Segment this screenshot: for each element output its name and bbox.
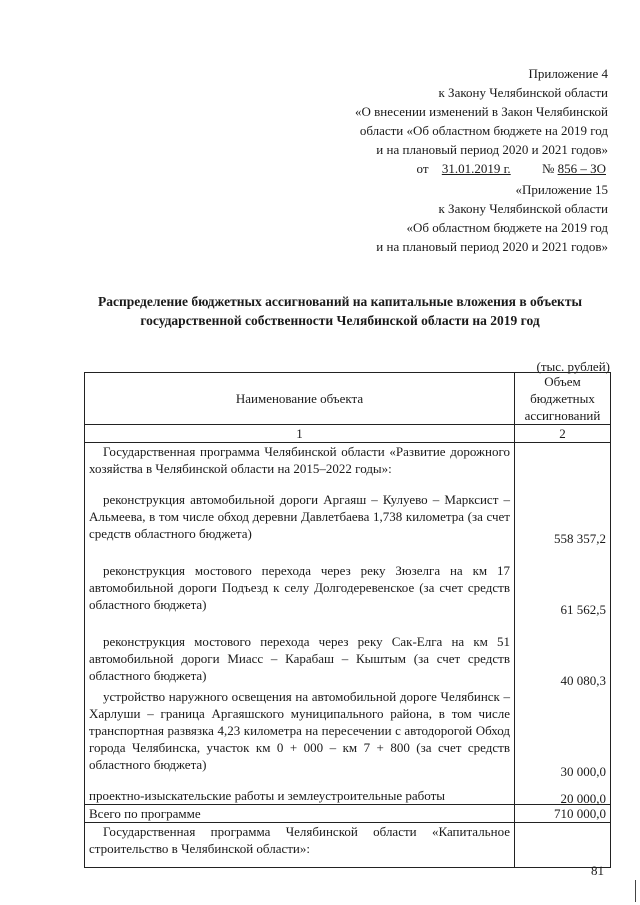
appendix-law-name-3: и на плановый период 2020 и 2021 годов» — [376, 142, 608, 157]
col2-header-line-3: ассигнований — [524, 408, 601, 423]
appendix-law-name-2: области «Об областном бюджете на 2019 год — [359, 123, 608, 138]
appendix-header — [355, 64, 608, 178]
item-1-value: 558 357,2 — [554, 531, 606, 546]
appendix-title: Приложение 4 — [528, 66, 608, 81]
values-cell — [515, 443, 611, 805]
column-number-row — [85, 425, 611, 443]
appendix-law-name-1: «О внесении изменений в Закон Челябинской — [354, 104, 608, 119]
appendix2-header — [376, 180, 608, 256]
law-date: 31.01.2019 г. — [441, 161, 511, 176]
appendix-date-line — [355, 159, 608, 178]
col2-number: 2 — [515, 425, 611, 443]
table-row — [85, 443, 611, 805]
document-title — [60, 292, 620, 330]
units-label: (тыс. рублей) — [536, 359, 610, 374]
appendix2-law-ref: к Закону Челябинской области — [438, 201, 608, 216]
item-5-value: 20 000,0 — [560, 791, 606, 806]
appendix2-law-name-2: и на плановый период 2020 и 2021 годов» — [376, 239, 608, 254]
page-number: 81 — [591, 863, 604, 878]
item-4-value: 30 000,0 — [560, 764, 606, 779]
program-1-title: Государственная программа Челябинской области «Развитие дорожного хозяйства в Челябинской области на 2015–2022 годы»: — [89, 444, 510, 476]
item-4-name: устройство наружного освещения на автомобильной дороге Челябинск – Харлуши – граница Аргаяшского муниципального района, в том числе транспортная развязка 4,23 километра на пересечении с автодорогой Обход города Челябинска, участок км 0 + 000 – км 7 + 800 (за счет средств областного бюджета) — [89, 689, 510, 772]
total-value: 710 000,0 — [515, 805, 611, 823]
document-title-line-1: Распределение бюджетных ассигнований на капитальные вложения в объекты — [97, 294, 583, 309]
table-row — [85, 805, 611, 823]
total-label: Всего по программе — [85, 805, 515, 823]
date-prefix: от — [416, 161, 429, 176]
item-2-value: 61 562,5 — [560, 602, 606, 617]
document-title-line-2: государственной собственности Челябинской области на 2019 год — [140, 313, 540, 328]
col1-number: 1 — [85, 425, 515, 443]
table-row — [85, 823, 611, 868]
program-2-title: Государственная программа Челябинской области «Капитальное строительство в Челябинской области»: — [89, 824, 510, 856]
item-2-name: реконструкция мостового перехода через реку Зюзелга на км 17 автомобильной дороги Подъезд к селу Долгодеревенское (за счет средств областного бюджета) — [89, 563, 510, 612]
item-3-name: реконструкция мостового перехода через реку Сак-Елга на км 51 автомобильной дороги Миасс – Карабаш – Кыштым (за счет средств областного бюджета) — [89, 634, 510, 683]
program-2-cell — [85, 823, 515, 868]
table-header-row — [85, 373, 611, 425]
col2-header-line-2: бюджетных — [530, 391, 595, 406]
item-5-name: проектно-изыскательские работы и землеустроительные работы — [89, 788, 446, 803]
col2-header — [515, 373, 611, 425]
spacer — [89, 477, 510, 491]
col1-header: Наименование объекта — [85, 373, 515, 425]
col2-header-line-1: Объем — [544, 374, 581, 389]
page-edge-mark — [635, 880, 636, 902]
item-3-value: 40 080,3 — [560, 673, 606, 688]
program-cell — [85, 443, 515, 805]
program-2-value-cell — [515, 823, 611, 868]
appendix2-law-name-1: «Об областном бюджете на 2019 год — [406, 220, 608, 235]
appendix-law-ref: к Закону Челябинской области — [438, 85, 608, 100]
law-number: 856 – ЗО — [557, 161, 606, 176]
item-1-name: реконструкция автомобильной дороги Аргаяш – Кулуево – Марксист – Альмеева, в том числе обход деревни Давлетбаева 1,738 километра (за счет средств областного бюджета) — [89, 492, 510, 541]
appropriations-table — [84, 372, 611, 868]
appendix2-title: «Приложение 15 — [515, 182, 608, 197]
number-prefix: № — [541, 161, 555, 176]
